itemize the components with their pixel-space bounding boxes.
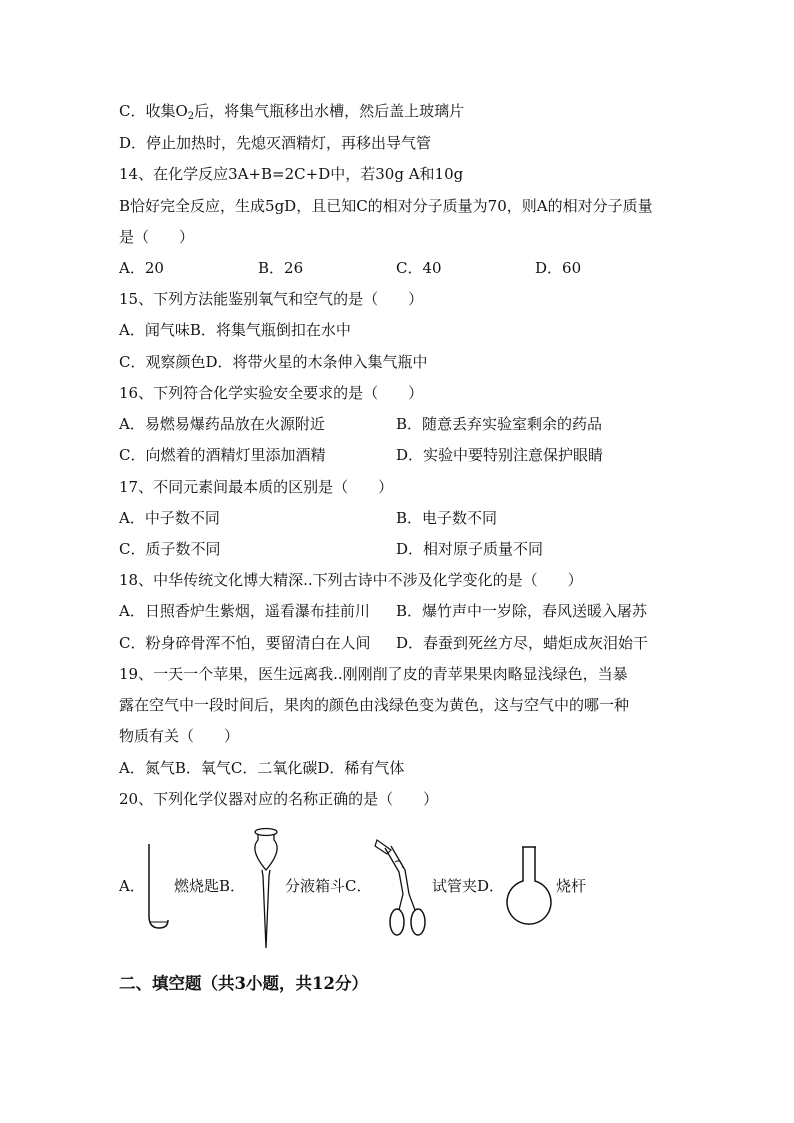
q19-stem-line1: 19、一天一个苹果，医生远离我..刚刚削了皮的青苹果果肉略显浅绿色，当暴 <box>119 665 628 683</box>
q16-option-c: C．向燃着的酒精灯里添加酒精 <box>119 446 326 464</box>
q16-stem: 16、下列符合化学实验安全要求的是（ ） <box>119 384 424 402</box>
q15-options-cd: C．观察颜色D．将带火星的木条伸入集气瓶中 <box>119 353 428 371</box>
test-tube-clamp-icon <box>373 836 433 940</box>
q14-option-c: C．40 <box>396 259 442 277</box>
q14-option-b: B．26 <box>258 259 304 277</box>
q17-option-d: D．相对原子质量不同 <box>396 540 544 558</box>
q18-stem: 18、中华传统文化博大精深..下列古诗中不涉及化学变化的是（ ） <box>119 571 583 589</box>
q20-option-b-name: 分液箱斗C． <box>285 877 372 895</box>
q19-options: A．氮气B．氧气C．二氧化碳D．稀有气体 <box>119 759 405 777</box>
q20-option-c-name: 试管夹D． <box>432 877 505 895</box>
q20-stem: 20、下列化学仪器对应的名称正确的是（ ） <box>119 790 439 808</box>
q17-option-b: B．电子数不同 <box>396 509 498 527</box>
q14-stem-line3: 是（ ） <box>119 228 195 246</box>
q15-options-ab: A．闻气味B．将集气瓶倒扣在水中 <box>119 321 351 339</box>
q14-option-d: D．60 <box>535 259 582 277</box>
q19-stem-line2: 露在空气中一段时间后，果肉的颜色由浅绿色变为黄色，这与空气中的哪一种 <box>119 696 630 714</box>
q17-option-a: A．中子数不同 <box>119 509 220 527</box>
q18-option-b: B．爆竹声中一岁除，春风送暖入屠苏 <box>396 602 648 620</box>
separatory-funnel-icon <box>245 826 287 950</box>
q16-option-b: B．随意丢弃实验室剩余的药品 <box>396 415 603 433</box>
q18-option-c: C．粉身碎骨浑不怕，要留清白在人间 <box>119 634 371 652</box>
q13-option-d: D．停止加热时，先熄灭酒精灯，再移出导气管 <box>119 134 432 152</box>
q18-option-a: A．日照香炉生紫烟，遥看瀑布挂前川 <box>119 602 370 620</box>
q14-stem-line1: 14、在化学反应3A+B=2C+D中，若30g A和10g <box>119 165 464 183</box>
q16-option-d: D．实验中要特别注意保护眼睛 <box>396 446 604 464</box>
q20-option-d-name: 烧杆 <box>556 877 587 895</box>
round-bottom-flask-icon <box>503 845 555 931</box>
q20-option-a-label: A． <box>119 877 145 895</box>
q15-stem: 15、下列方法能鉴别氧气和空气的是（ ） <box>119 290 424 308</box>
q18-option-d: D．春蚕到死丝方尽，蜡炬成灰泪始干 <box>396 634 649 652</box>
q14-stem-line2: B恰好完全反应，生成5gD，且已知C的相对分子质量为70，则A的相对分子质量 <box>119 197 653 215</box>
q16-option-a: A．易燃易爆药品放在火源附近 <box>119 415 325 433</box>
combustion-spoon-icon <box>142 842 174 934</box>
section-heading: 二、填空题（共3小题，共12分） <box>119 974 368 993</box>
q14-option-a: A．20 <box>119 259 164 277</box>
q20-option-a-name: 燃烧匙B． <box>174 877 246 895</box>
q19-stem-line3: 物质有关（ ） <box>119 727 240 745</box>
q17-option-c: C．质子数不同 <box>119 540 221 558</box>
q13-option-c: C．收集$O_2$后，将集气瓶移出水槽，然后盖上玻璃片 <box>119 102 465 122</box>
q17-stem: 17、不同元素间最本质的区别是（ ） <box>119 478 394 496</box>
